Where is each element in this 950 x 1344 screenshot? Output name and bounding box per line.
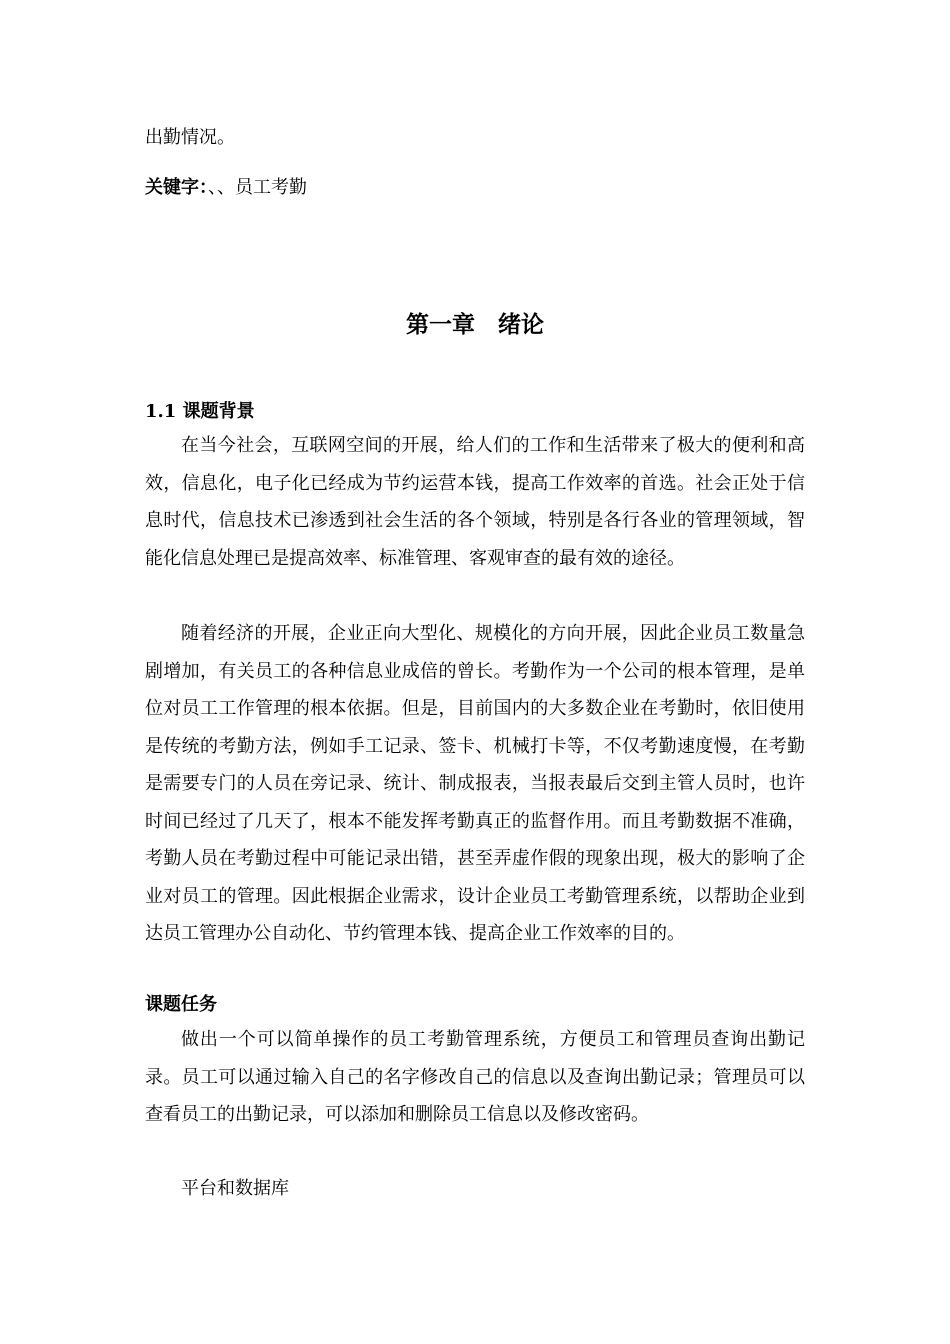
keywords-value: 、、员工考勤 [208,177,307,198]
chapter-title: 第一章 绪论 [406,311,544,338]
section-task-heading: 课题任务 [145,994,217,1015]
paragraph-background-2: 随着经济的开展，企业正向大型化、规模化的方向开展，因此企业员工数量急剧增加，有关员工的各种信息业成倍的曾长。考勤作为一个公司的根本管理，是单位对员工工作管理的根本依据。但是，目前国内的大多数企业在考勤时，依旧使用是传统的考勤方法，例如手工记录、签卡、机械打卡等，不仅考勤速度慢，在考勤是需要专门的人员在旁记录、统计、制成报表，当报表最后交到主管人员时，也许时间已经过了几天了，根本不能发挥考勤真正的监督作用。而且考勤数据不准确，考勤人员在考勤过程中可能记录出错，甚至弄虚作假的现象出现，极大的影响了企业对员工的管理。因此根据企业需求，设计企业员工考勤管理系统，以帮助企业到达员工管理办公自动化、节约管理本钱、提高企业工作效率的目的。 [145,623,805,944]
top-line: 出勤情况。 [145,127,235,148]
keywords-line [145,176,307,200]
section-1-1-heading [145,400,255,424]
section-number: 1.1 [145,401,177,422]
paragraph-background-1: 在当今社会，互联网空间的开展，给人们的工作和生活带来了极大的便利和高效，信息化，电子化已经成为节约运营本钱，提高工作效率的首选。社会正处于信息时代，信息技术已渗透到社会生活的各个领域，特别是各行各业的管理领域，智能化信息处理已是提高效率、标准管理、客观审查的最有效的途径。 [145,435,805,569]
section-title: 课题背景 [182,401,255,422]
paragraph-task: 做出一个可以简单操作的员工考勤管理系统，方便员工和管理员查询出勤记录。员工可以通过输入自己的名字修改自己的信息以及查询出勤记录；管理员可以查看员工的出勤记录，可以添加和删除员工信息以及修改密码。 [145,1029,805,1125]
platform-line: 平台和数据库 [181,1178,289,1199]
keywords-label: 关键字： [145,177,208,198]
